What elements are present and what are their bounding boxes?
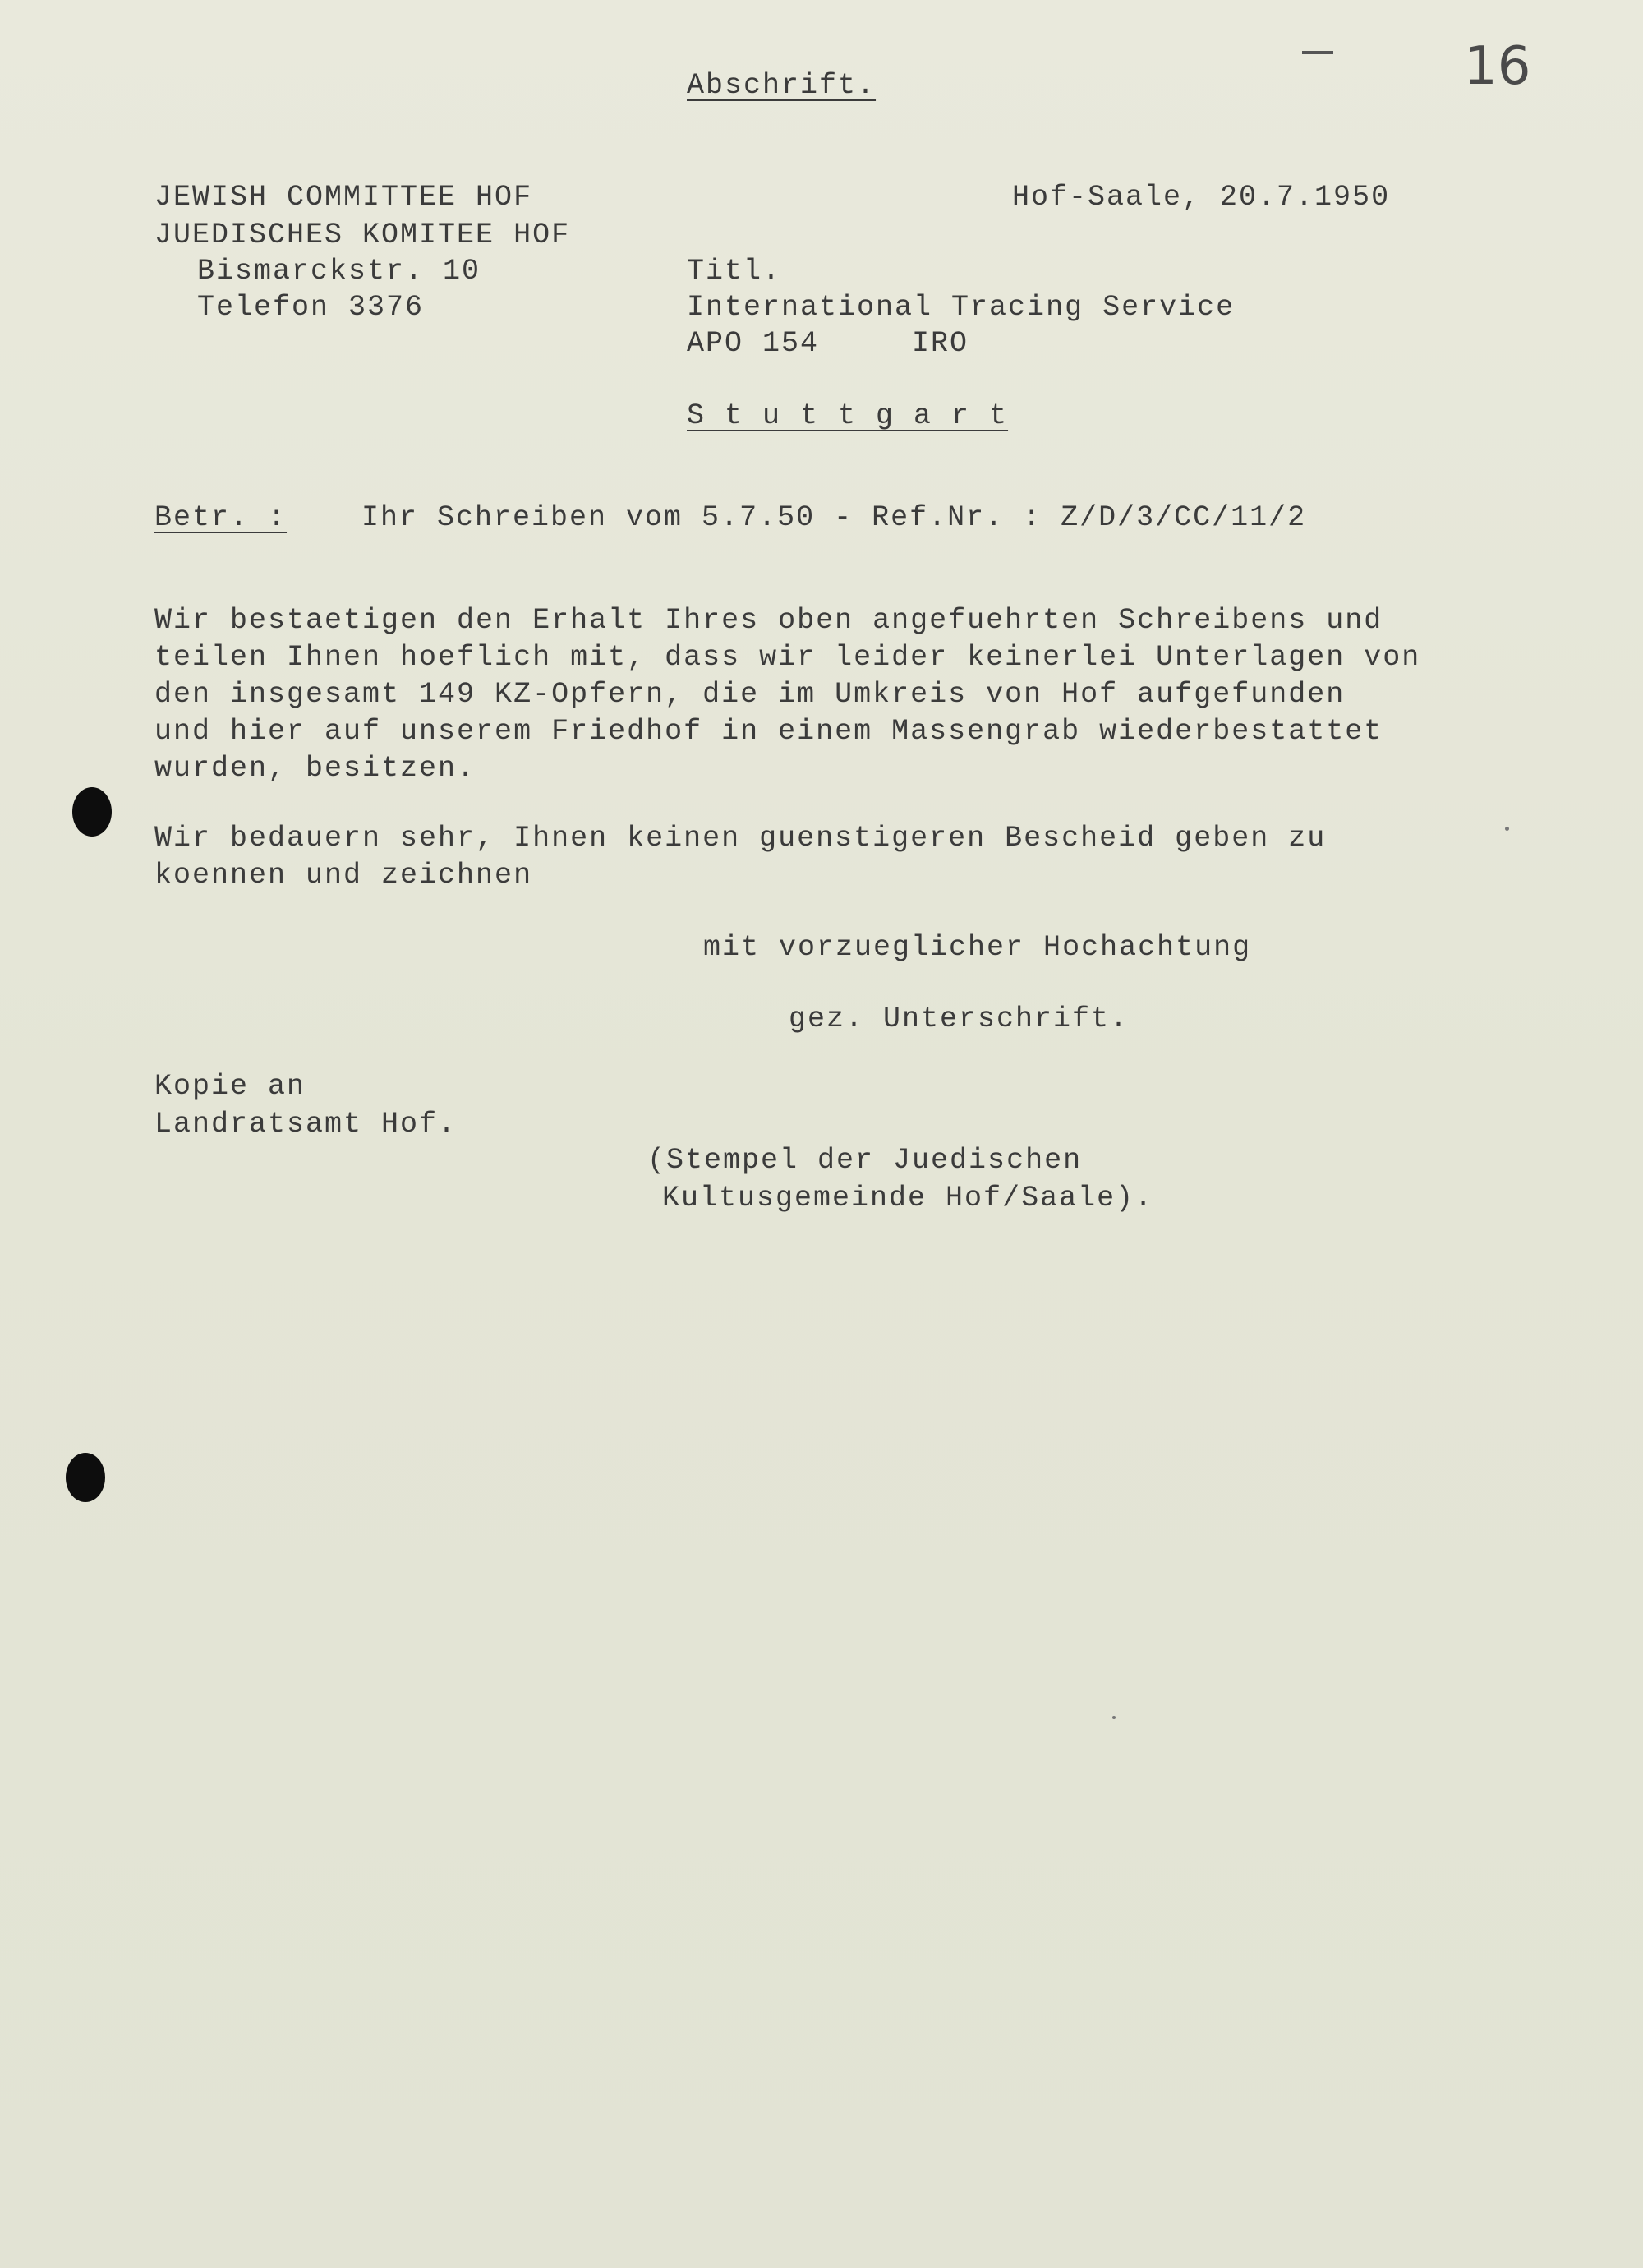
punch-hole-top: [72, 787, 112, 837]
copy-line-1: Kopie an: [154, 1070, 306, 1103]
margin-mark: [1302, 51, 1333, 54]
paper-speck: [1112, 1716, 1116, 1719]
sender-phone: Telefon 3376: [197, 291, 425, 324]
body-line: wurden, besitzen.: [154, 752, 476, 785]
recipient-city: S t u t t g a r t: [687, 399, 1009, 432]
stamp-line-2: Kultusgemeinde Hof/Saale).: [662, 1182, 1154, 1215]
punch-hole-bottom: [66, 1453, 105, 1502]
sender-street: Bismarckstr. 10: [197, 255, 481, 288]
page-number: 16: [1464, 36, 1531, 97]
subject-label: Betr. :: [154, 501, 288, 534]
copy-line-2: Landratsamt Hof.: [154, 1108, 458, 1141]
body-line: Wir bestaetigen den Erhalt Ihres oben angefuehrten Schreibens und: [154, 604, 1383, 637]
body-line: den insgesamt 149 KZ-Opfern, die im Umkreis von Hof aufgefunden: [154, 678, 1346, 711]
date-line: Hof-Saale, 20.7.1950: [1012, 181, 1391, 214]
body-line: und hier auf unserem Friedhof in einem Massengrab wiederbestattet: [154, 715, 1383, 748]
recipient-org: International Tracing Service: [687, 291, 1236, 324]
recipient-apo: APO 154: [687, 327, 820, 360]
closing-line: mit vorzueglicher Hochachtung: [703, 931, 1252, 964]
document-heading: Abschrift.: [687, 69, 877, 102]
subject-text: Ihr Schreiben vom 5.7.50 - Ref.Nr. : Z/D/3/CC/11/2: [361, 501, 1307, 534]
recipient-agency: IRO: [912, 327, 969, 360]
body-line: teilen Ihnen hoeflich mit, dass wir leider keinerlei Unterlagen von: [154, 641, 1421, 674]
stamp-line-1: (Stempel der Juedischen: [647, 1144, 1083, 1177]
sender-line-2: JUEDISCHES KOMITEE HOF: [154, 219, 571, 251]
sender-line-1: JEWISH COMMITTEE HOF: [154, 181, 533, 214]
paper-speck: [1505, 827, 1509, 831]
signature-line: gez. Unterschrift.: [789, 1003, 1130, 1035]
body-line: koennen und zeichnen: [154, 859, 533, 892]
body-line: Wir bedauern sehr, Ihnen keinen guenstigeren Bescheid geben zu: [154, 822, 1327, 855]
recipient-salutation: Titl.: [687, 255, 782, 288]
